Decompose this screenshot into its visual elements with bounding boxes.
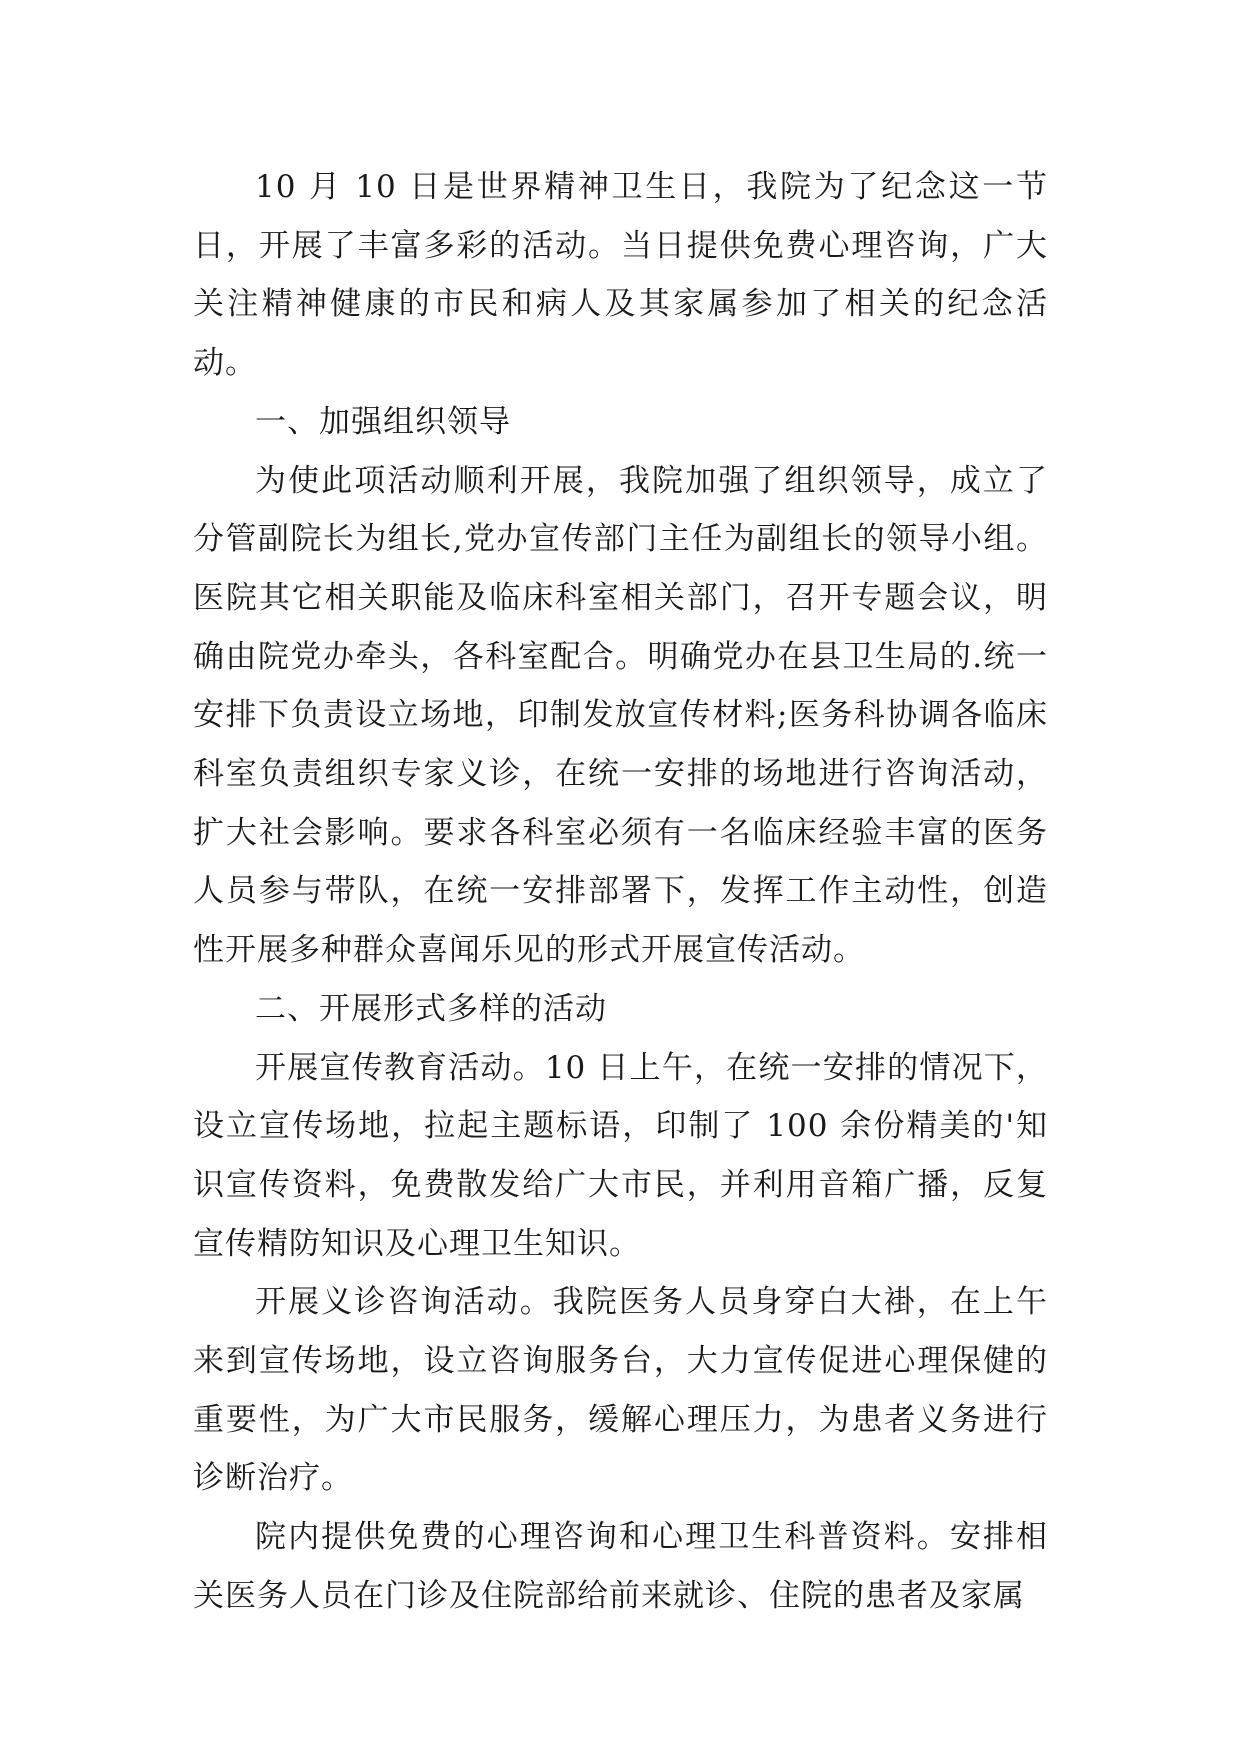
intro-paragraph: 10 月 10 日是世界精神卫生日，我院为了纪念这一节日，开展了丰富多彩的活动。当日提供免费心理咨询，广大关注精神健康的市民和病人及其家属参加了相关的纪念活动。 (193, 169, 1048, 382)
document-body (193, 158, 1048, 1626)
education-activity-paragraph: 开展宣传教育活动。10 日上午，在统一安排的情况下，设立宣传场地，拉起主题标语，印制了 100 余份精美的'知识宣传资料，免费散发给广大市民，并利用音箱广播，反复宣传精防知识及心理卫生知识。 (193, 1049, 1048, 1262)
section-heading-activities: 二、开展形式多样的活动 (255, 990, 607, 1027)
in-hospital-consultation-paragraph: 院内提供免费的心理咨询和心理卫生科普资料。安排相关医务人员在门诊及住院部给前来就诊、住院的患者及家属 (193, 1519, 1048, 1614)
consultation-activity-paragraph: 开展义诊咨询活动。我院医务人员身穿白大褂，在上午来到宣传场地，设立咨询服务台，大力宣传促进心理保健的重要性，为广大市民服务，缓解心理压力，为患者义务进行诊断治疗。 (193, 1284, 1048, 1497)
section-heading-organization: 一、加强组织领导 (255, 403, 511, 440)
organization-paragraph: 为使此项活动顺利开展，我院加强了组织领导，成立了分管副院长为组长,党办宣传部门主任为副组长的领导小组。医院其它相关职能及临床科室相关部门，召开专题会议，明确由院党办牵头，各科室配合。明确党办在县卫生局的.统一安排下负责设立场地，印制发放宣传材料;医务科协调各临床科室负责组织专家义诊，在统一安排的场地进行咨询活动，扩大社会影响。要求各科室必须有一名临床经验丰富的医务人员参与带队，在统一安排部署下，发挥工作主动性，创造性开展多种群众喜闻乐见的形式开展宣传活动。 (193, 462, 1048, 969)
